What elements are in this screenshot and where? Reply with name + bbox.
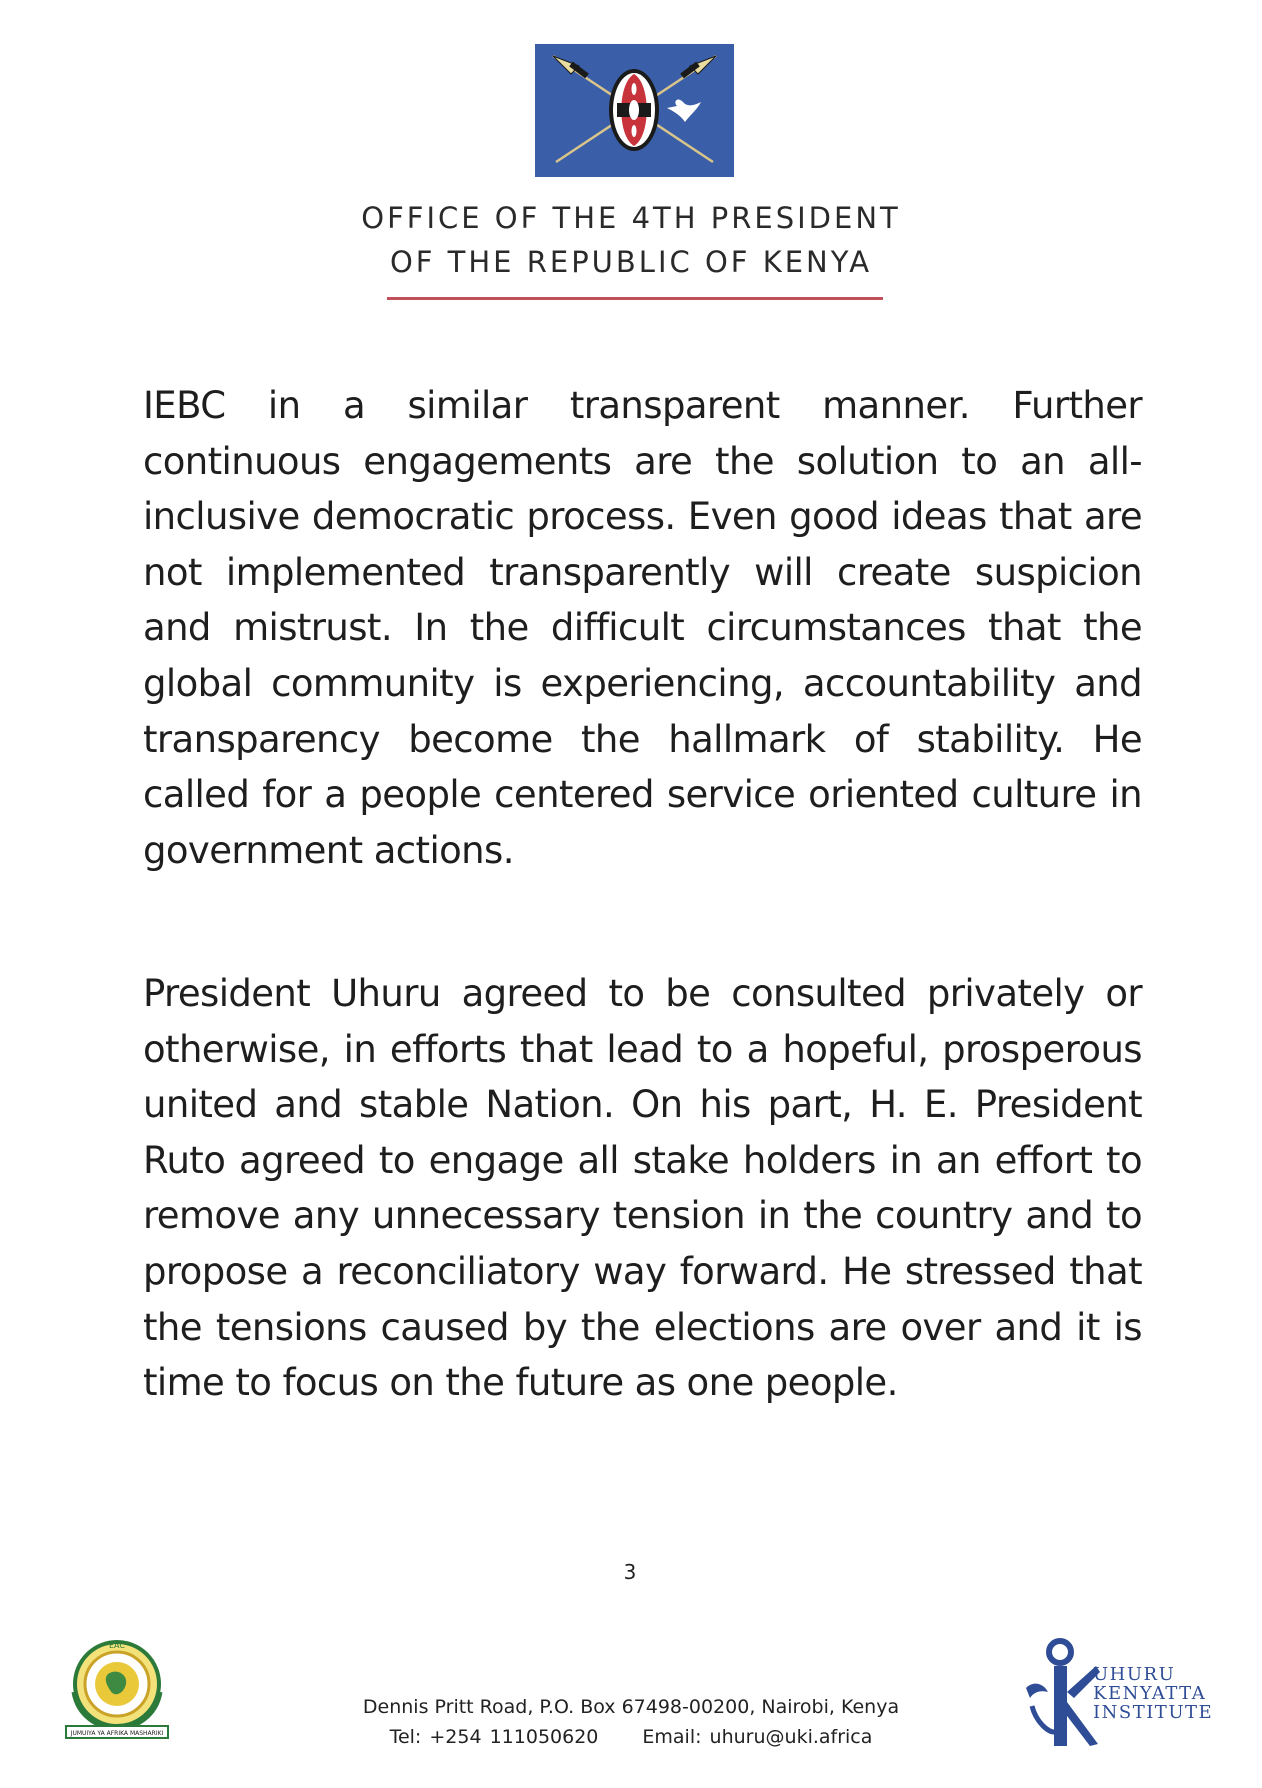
kenya-presidential-standard-icon	[535, 44, 734, 177]
body-paragraph-1: IEBC in a similar transparent manner. Further continuous engagements are the solution to an all-inclusive democratic process. Even good ideas that are not implemented transparently will create suspicion and mistrust. In the difficult circumstances that the global community is experiencing, accountability and transparency become the hallmark of stability. He called for a people centered service oriented culture in government actions.	[143, 384, 1142, 872]
eac-logo-short: EAC	[109, 1641, 125, 1650]
eac-logo-icon	[58, 1630, 176, 1752]
footer-contact	[300, 1726, 962, 1748]
office-title-line2: OF THE REPUBLIC OF KENYA	[389, 245, 873, 279]
uki-line3: INSTITUTE	[1093, 1702, 1214, 1723]
uki-logo-text	[1093, 1665, 1213, 1722]
uki-line2: KENYATTA	[1093, 1683, 1207, 1704]
eac-logo-text: JUMUIYA YA AFRIKA MASHARIKI	[70, 1730, 164, 1737]
body-paragraph-2: President Uhuru agreed to be consulted privately or otherwise, in efforts that lead to a hopeful, prosperous united and stable Nation. On his part, H. E. President Ruto agreed to engage all stake holders in an effort to remove any unnecessary tension in the country and to propose a reconciliatory way forward. He stressed that the tensions caused by the elections are over and it is time to focus on the future as one people.	[143, 972, 1142, 1405]
footer-email[interactable]: Email: uhuru@uki.africa	[642, 1726, 873, 1748]
footer-address: Dennis Pritt Road, P.O. Box 67498-00200, Nairobi, Kenya	[362, 1696, 900, 1718]
footer-tel: Tel: +254 111050620	[389, 1726, 599, 1748]
office-title-line1: OFFICE OF THE 4TH PRESIDENT	[361, 201, 901, 235]
uki-logo-icon	[1018, 1636, 1103, 1752]
page-number: 3	[623, 1560, 637, 1584]
header-divider	[387, 297, 883, 300]
uki-line1: UHURU	[1093, 1664, 1176, 1685]
